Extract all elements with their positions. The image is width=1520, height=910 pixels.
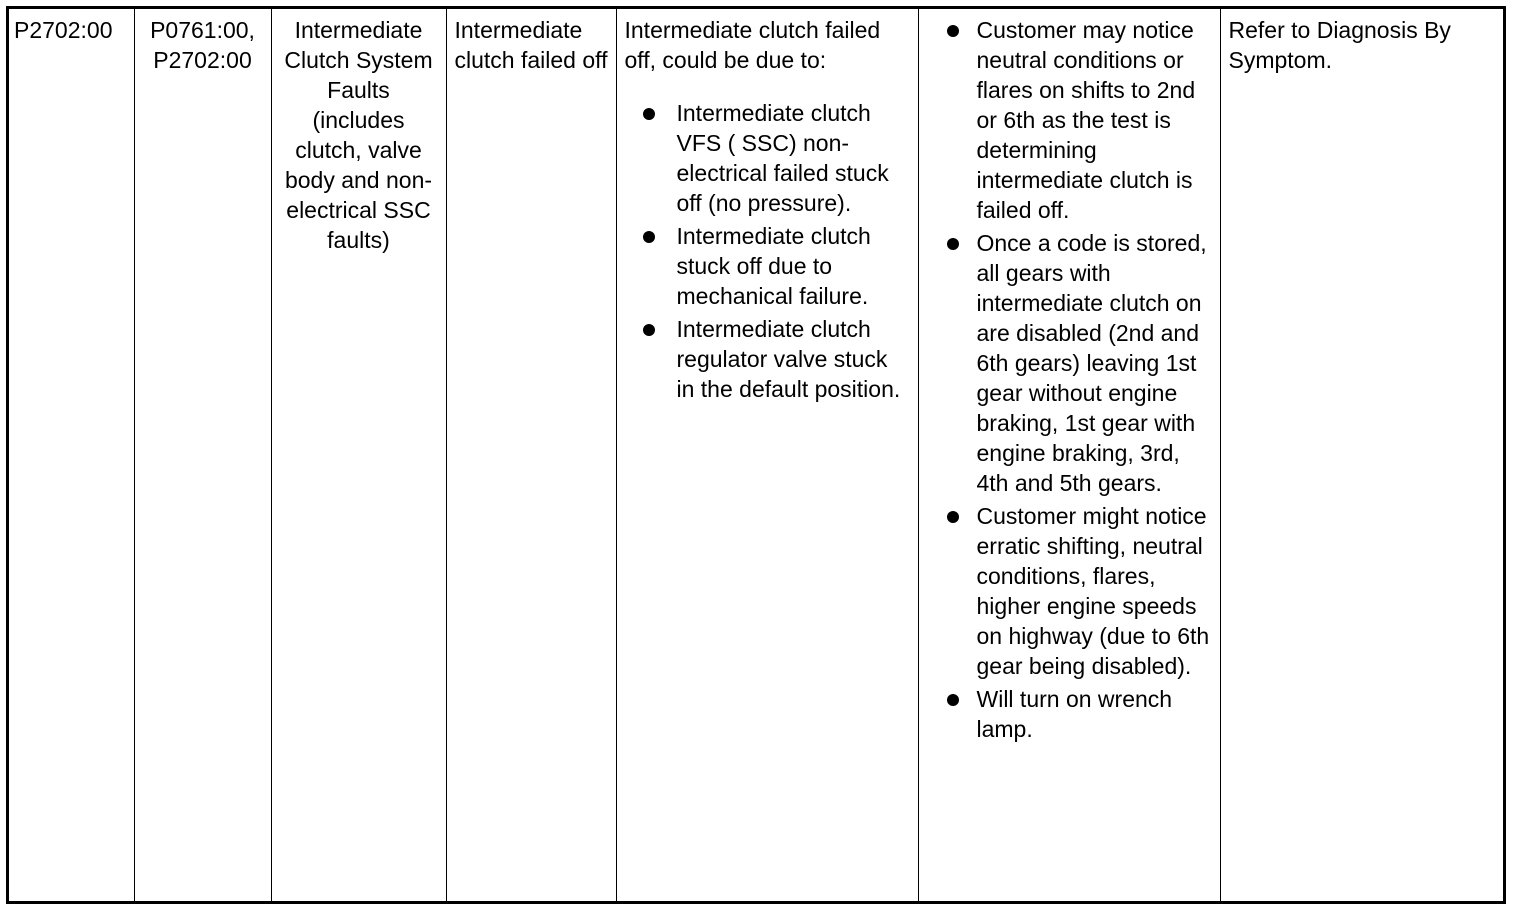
condition-description: Intermediate clutch failed off [454, 17, 608, 73]
symptom-text: Once a code is stored, all gears with intermediate clutch on are disabled (2nd and 6th gears) leaving 1st gear without engine braking, 1st gear with engine braking, 3rd, 4th and 5th gears. [976, 230, 1207, 496]
system-cell [271, 6, 446, 904]
bullet-icon [947, 694, 959, 706]
condition-cell [446, 6, 616, 904]
list-item [927, 684, 1212, 744]
diagnostic-table [6, 6, 1506, 904]
related-dtcs-cell [134, 6, 271, 904]
cause-text: Intermediate clutch regulator valve stuck in the default position. [676, 316, 901, 402]
list-item [927, 228, 1212, 498]
causes-intro: Intermediate clutch failed off, could be due to: [624, 17, 881, 73]
bullet-icon [643, 108, 655, 120]
action-text: Refer to Diagnosis By Symptom. [1228, 17, 1451, 73]
symptom-text: Will turn on wrench lamp. [976, 686, 1173, 742]
list-item [927, 15, 1212, 225]
symptom-text: Customer might notice erratic shifting, neutral conditions, flares, higher engine speeds on highway (due to 6th gear being disabled). [976, 503, 1210, 679]
related-dtcs: P0761:00, P2702:00 [150, 17, 255, 73]
bullet-icon [947, 25, 959, 37]
symptoms-cell [918, 6, 1220, 904]
system-description: Intermediate Clutch System Faults (includes clutch, valve body and non-electrical SSC faults) [284, 17, 433, 253]
action-cell [1220, 6, 1506, 904]
dtc-code: P2702:00 [14, 17, 113, 43]
list-item [927, 501, 1212, 681]
causes-list [625, 98, 910, 404]
symptom-text: Customer may notice neutral conditions or flares on shifts to 2nd or 6th as the test is determining intermediate clutch is failed off. [976, 17, 1196, 223]
list-item [625, 314, 910, 404]
bullet-icon [643, 324, 655, 336]
bullet-icon [947, 238, 959, 250]
symptoms-list [927, 15, 1212, 744]
bullet-icon [643, 231, 655, 243]
cause-text: Intermediate clutch VFS ( SSC) non-electrical failed stuck off (no pressure). [676, 100, 889, 216]
table-row [6, 6, 1506, 904]
causes-cell [616, 6, 918, 904]
list-item [625, 221, 910, 311]
bullet-icon [947, 511, 959, 523]
list-item [625, 98, 910, 218]
cause-text: Intermediate clutch stuck off due to mechanical failure. [676, 223, 871, 309]
dtc-cell [6, 6, 134, 904]
